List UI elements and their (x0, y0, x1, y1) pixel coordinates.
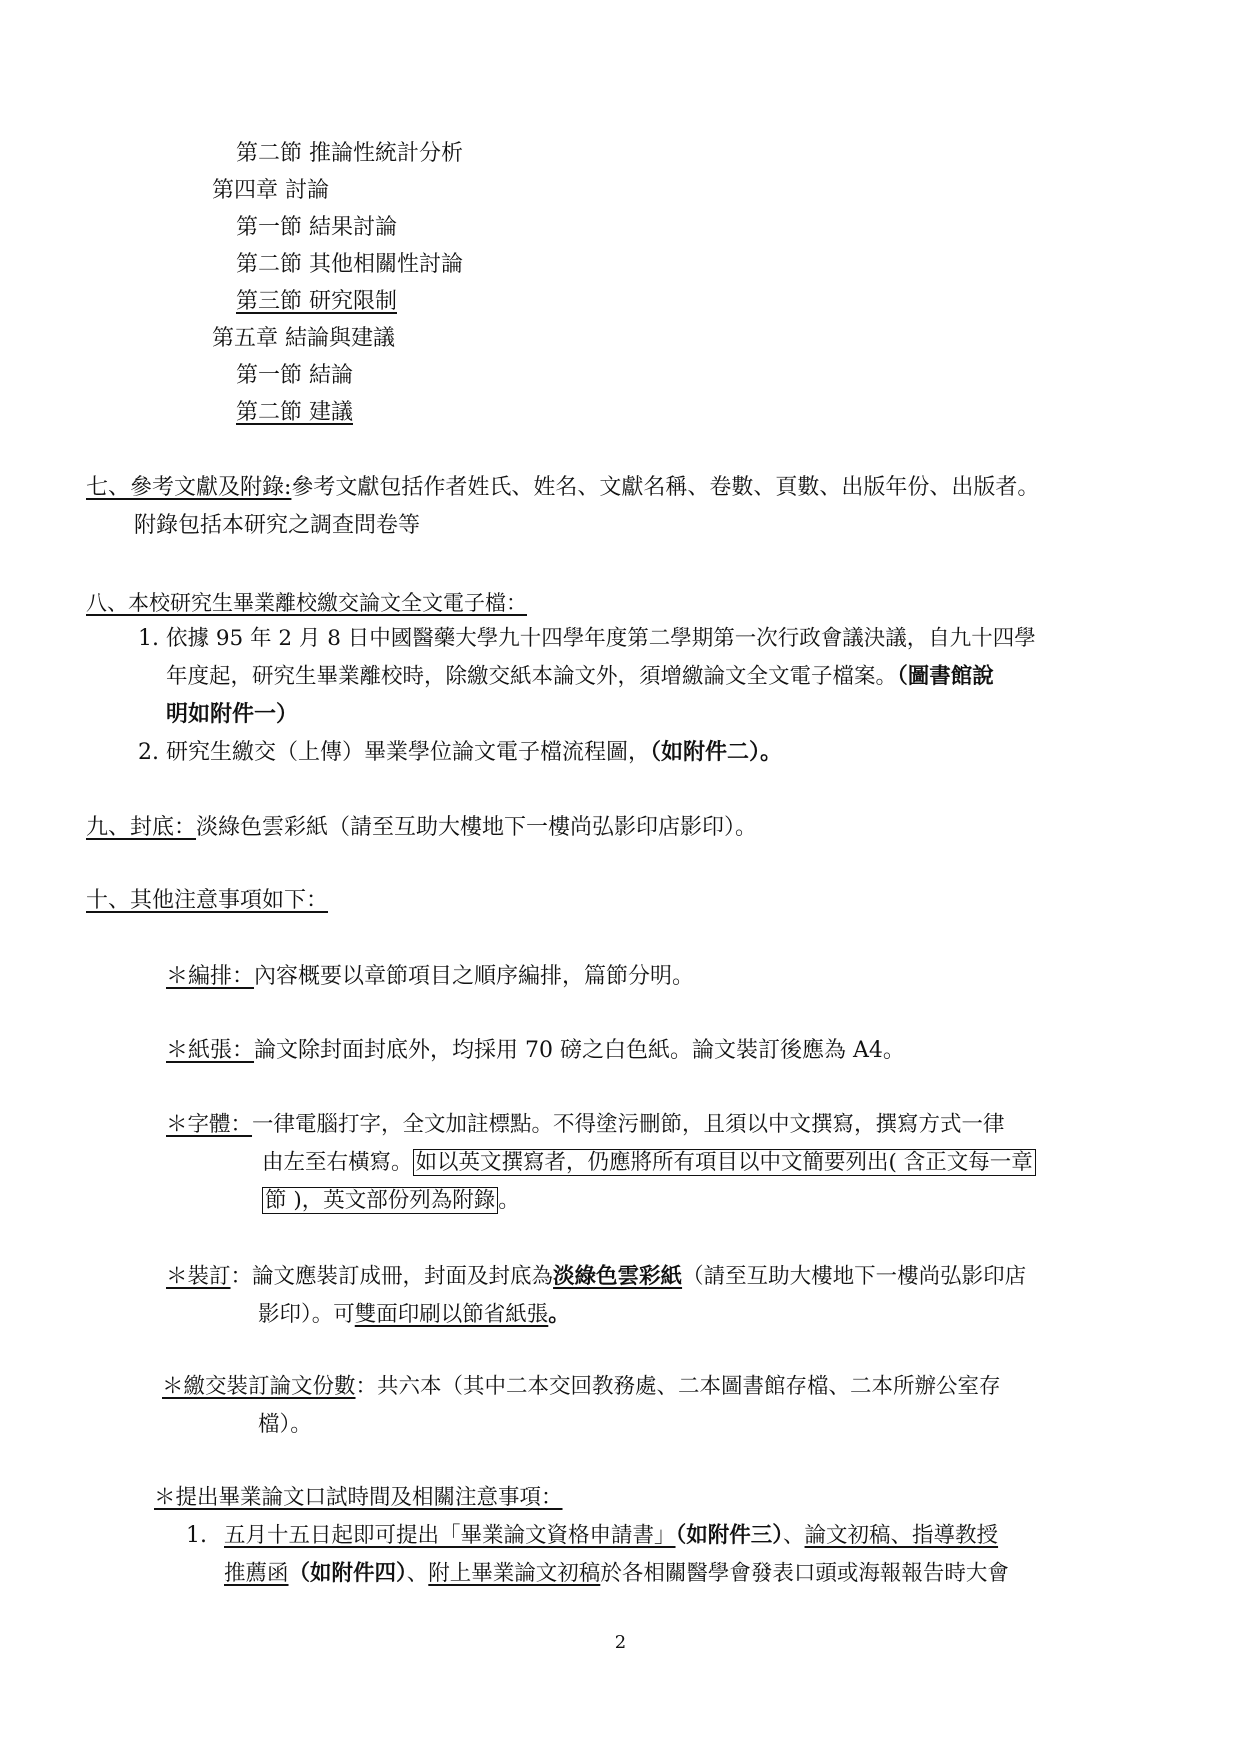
note-paper-label: ＊紙張： (166, 1038, 255, 1063)
note-copies-line-1 (162, 1372, 1001, 1402)
note-copies-line-2: 檔）。 (258, 1412, 312, 1437)
toc-line-4-3: 第三節 研究限制 (236, 289, 397, 314)
note-paper (166, 1036, 905, 1066)
note-font-line-3 (262, 1186, 520, 1216)
note-font-text-1: 一律電腦打字，全文加註標點。不得塗污刪節，且須以中文撰寫，撰寫方式一律 (252, 1112, 1005, 1137)
oral-item-1-sep-1: 、 (783, 1523, 805, 1548)
oral-item-1-underlined-2: 論文初稿、指導教授 (804, 1523, 999, 1548)
note-binding-text-3: 影印）。可 (258, 1302, 355, 1327)
note-binding-line-1 (166, 1262, 1026, 1292)
note-binding-bold: 淡綠色雲彩紙 (553, 1264, 683, 1289)
section-8-item-2-text: 研究生繳交（上傳）畢業學位論文電子檔流程圖， (166, 740, 651, 765)
note-layout (166, 962, 694, 992)
oral-item-1-text: 於各相關醫學會發表口頭或海報報告時大會 (600, 1561, 1009, 1586)
oral-item-1-bold-2: （如附件四） (288, 1561, 407, 1586)
oral-item-1-underlined-1: 五月十五日起即可提出「畢業論文資格申請書」 (224, 1523, 676, 1548)
section-8-item-1-number: 1. (138, 626, 159, 651)
section-8-item-2-line (166, 738, 782, 768)
note-binding-label: ＊裝訂 (166, 1264, 231, 1289)
section-8-item-1-bold: （圖書館說 (897, 664, 994, 689)
toc-line-4-1: 第一節 結果討論 (236, 215, 397, 240)
section-8-item-1-line-1: 依據 95 年 2 月 8 日中國醫藥大學九十四學年度第二學期第一次行政會議決議，自九十四學 (166, 626, 1036, 651)
note-paper-text: 論文除封面封底外，均採用 70 磅之白色紙。論文裝訂後應為 A4。 (254, 1038, 905, 1063)
note-font-label: ＊字體： (166, 1112, 253, 1137)
note-font-line-2 (262, 1148, 1036, 1178)
note-layout-text: 內容概要以章節項目之順序編排，篇節分明。 (254, 964, 695, 989)
note-binding-text-1: 論文應裝訂成冊，封面及封底為 (252, 1264, 554, 1289)
section-8-item-1-line-2 (166, 662, 994, 692)
section-8-heading: 八、本校研究生畢業離校繳交論文全文電子檔： (86, 591, 527, 615)
note-layout-label: ＊編排： (166, 964, 255, 989)
note-binding-colon: ： (230, 1264, 253, 1289)
oral-item-1-line-2 (224, 1559, 1009, 1589)
toc-chapter-5: 第五章 結論與建議 (212, 326, 395, 351)
oral-item-1-bold-1: （如附件三） (675, 1523, 784, 1548)
note-binding-line-2 (258, 1300, 570, 1330)
section-7-line-2: 附錄包括本研究之調查問卷等 (134, 513, 421, 538)
section-7-line-1 (86, 473, 1039, 503)
section-8-item-2-bold: （如附件二）。 (650, 740, 783, 765)
note-font-boxed-1: 如以英文撰寫者，仍應將所有項目以中文簡要列出( 含正文每一章 (413, 1149, 1036, 1176)
note-font-end: 。 (498, 1188, 520, 1213)
toc-line-4-2: 第二節 其他相關性討論 (236, 252, 463, 277)
note-font-text-2: 由左至右橫寫。 (262, 1150, 413, 1175)
toc-line-5-1: 第一節 結論 (236, 363, 353, 388)
oral-item-1-underlined-3: 推薦函 (224, 1561, 289, 1586)
oral-item-1-underlined-4: 附上畢業論文初稿 (428, 1561, 601, 1586)
section-7-heading: 七、參考文獻及附錄: (86, 475, 292, 500)
note-copies-text: ：共六本（其中二本交回教務處、二本圖書館存檔、二本所辦公室存 (355, 1374, 1001, 1399)
note-copies-label: ＊繳交裝訂論文份數 (162, 1374, 356, 1399)
toc-line-5-2: 第二節 建議 (236, 400, 353, 425)
oral-heading: ＊提出畢業論文口試時間及相關注意事項： (154, 1485, 563, 1510)
section-9-line (86, 813, 757, 843)
note-font-boxed-2: 節 )，英文部份列為附錄 (262, 1187, 498, 1214)
oral-item-1-number: 1. (186, 1523, 207, 1548)
note-binding-end: 。 (548, 1302, 570, 1327)
section-10-heading: 十、其他注意事項如下： (86, 888, 329, 913)
section-9-heading: 九、封底： (86, 815, 197, 840)
oral-item-1-sep-2: 、 (406, 1561, 429, 1586)
section-8-item-2-number: 2. (138, 740, 159, 765)
section-9-text: 淡綠色雲彩紙（請至互助大樓地下一樓尚弘影印店影印）。 (196, 815, 758, 840)
note-font-line-1 (166, 1110, 1005, 1140)
toc-chapter-4: 第四章 討論 (212, 178, 329, 203)
section-8-item-1-text: 年度起，研究生畢業離校時，除繳交紙本論文外，須增繳論文全文電子檔案。 (166, 664, 898, 689)
section-8-item-1-line-3: 明如附件一） (166, 702, 299, 727)
toc-line-2-2: 第二節 推論性統計分析 (236, 141, 463, 166)
page-number: 2 (614, 1632, 627, 1653)
oral-item-1-line-1 (224, 1521, 998, 1551)
section-7-text: 參考文獻包括作者姓氏、姓名、文獻名稱、卷數、頁數、出版年份、出版者。 (291, 475, 1040, 500)
note-binding-underlined: 雙面印刷以節省紙張 (354, 1302, 549, 1327)
note-binding-text-2: （請至互助大樓地下一樓尚弘影印店 (682, 1264, 1027, 1289)
